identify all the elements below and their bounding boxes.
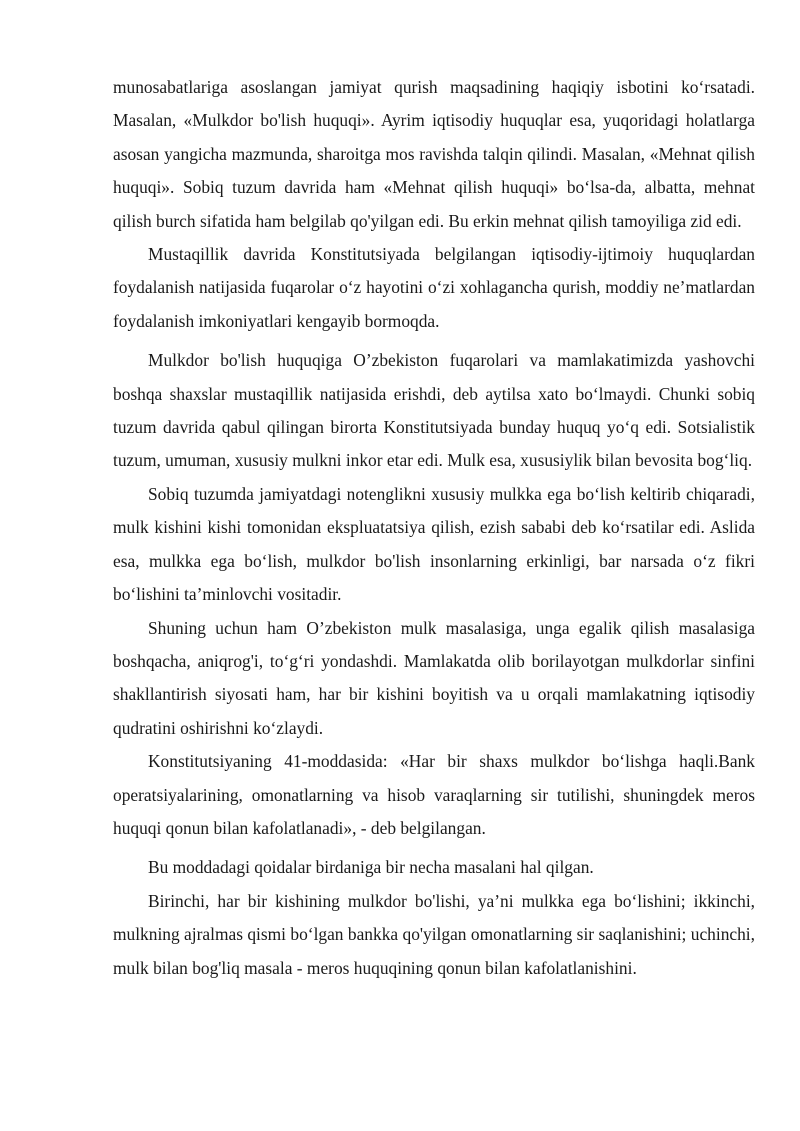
paragraph-1: munosabatlariga asoslangan jamiyat qurish maqsadining haqiqiy isbotini ko‘rsatadi. Masalan, «Mulkdor bo'lish huquqi». Ayrim iqtisodiy huquqlar esa, yuqoridagi holatlarga asosan yangicha mazmunda, sharoitga mos ravishda talqin qilindi. Masalan, «Mehnat qilish huquqi». Sobiq tuzum davrida ham «Mehnat qilish huquqi» bo‘lsa-da, albatta, mehnat qilish burch sifatida ham belgilab qo'yilgan edi. Bu erkin mehnat qilish tamoyiliga zid edi.: [113, 77, 755, 231]
paragraph-6: Konstitutsiyaning 41-moddasida: «Har bir shaxs mulkdor bo‘lishga haqli.Bank operatsiyalarining, omonatlarning va hisob varaqlarning sir tutilishi, shuningdek meros huquqi qonun bilan kafolatlanadi», - deb belgilangan.: [113, 751, 755, 838]
paragraph-2: Mustaqillik davrida Konstitutsiyada belgilangan iqtisodiy-ijtimoiy huquqlardan foydalanish natijasida fuqarolar o‘z hayotini o‘zi xohlagancha qurish, moddiy ne’matlardan foydalanish imkoniyatlari kengayib bormoqda.: [113, 244, 755, 331]
paragraph-4: Sobiq tuzumda jamiyatdagi notenglikni xususiy mulkka ega bo‘lish keltirib chiqaradi, mulk kishini kishi tomonidan ekspluatatsiya qilish, ezish sababi deb ko‘rsatilar edi. Aslida esa, mulkka ega bo‘lish, mulkdor bo'lish insonlarning erkinligi, bar narsada o‘z fikri bo‘lishini ta’minlovchi vositadir.: [113, 483, 755, 605]
paragraph-8: Birinchi, har bir kishining mulkdor bo'lishi, ya’ni mulkka ega bo‘lishini; ikkinchi, mulkning ajralmas qismi bo‘lgan bankka qo'yilgan omonatlarning sir saqlanishini; uchinchi, mulk bilan bog'liq masala - meros huquqining qonun bilan kafolatlanishini.: [113, 890, 755, 978]
paragraph-7: Bu moddadagi qoidalar birdaniga bir necha masalani hal qilgan.: [148, 857, 594, 878]
paragraph-5: Shuning uchun ham O’zbekiston mulk masalasiga, unga egalik qilish masalasiga boshqacha, aniqrog'i, to‘g‘ri yondashdi. Mamlakatda olib borilayotgan mulkdorlar sinfini shakllantirish siyosati ham, har bir kishini boyitish va u orqali mamlakatning iqtisodiy qudratini oshirishni ko‘zlaydi.: [113, 617, 755, 738]
paragraph-3: Mulkdor bo'lish huquqiga O’zbekiston fuqarolari va mamlakatimizda yashovchi boshqa shaxslar mustaqillik natijasida erishdi, deb aytilsa xato bo‘lmaydi. Chunki sobiq tuzum davrida qabul qilingan birorta Konstitutsiyada bunday huquq yo‘q edi. Sotsialistik tuzum, umuman, xususiy mulkni inkor etar edi. Mulk esa, xususiylik bilan bevosita bog‘liq.: [113, 350, 755, 471]
document-page: [113, 71, 755, 985]
